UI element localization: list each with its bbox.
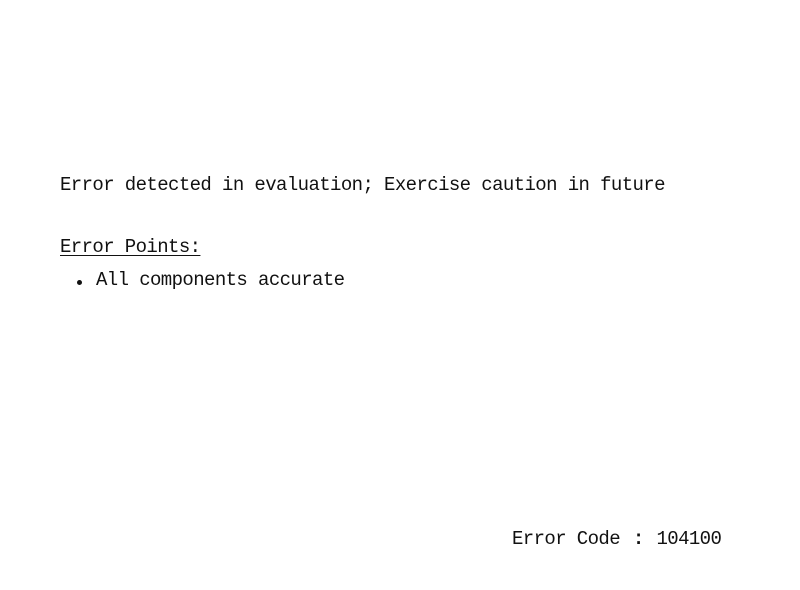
evaluation-message: Error detected in evaluation; Exercise caution in future [60, 174, 665, 196]
error-code [512, 528, 721, 550]
error-points-list [60, 269, 344, 291]
error-point-text: All components accurate [96, 269, 345, 291]
error-code-value: 104100 [656, 528, 722, 550]
error-points-heading: Error Points: [60, 236, 201, 258]
list-item [60, 269, 344, 291]
error-code-label: Error Code [512, 528, 621, 550]
error-code-separator: : [632, 528, 644, 550]
bullet-icon [77, 280, 82, 285]
